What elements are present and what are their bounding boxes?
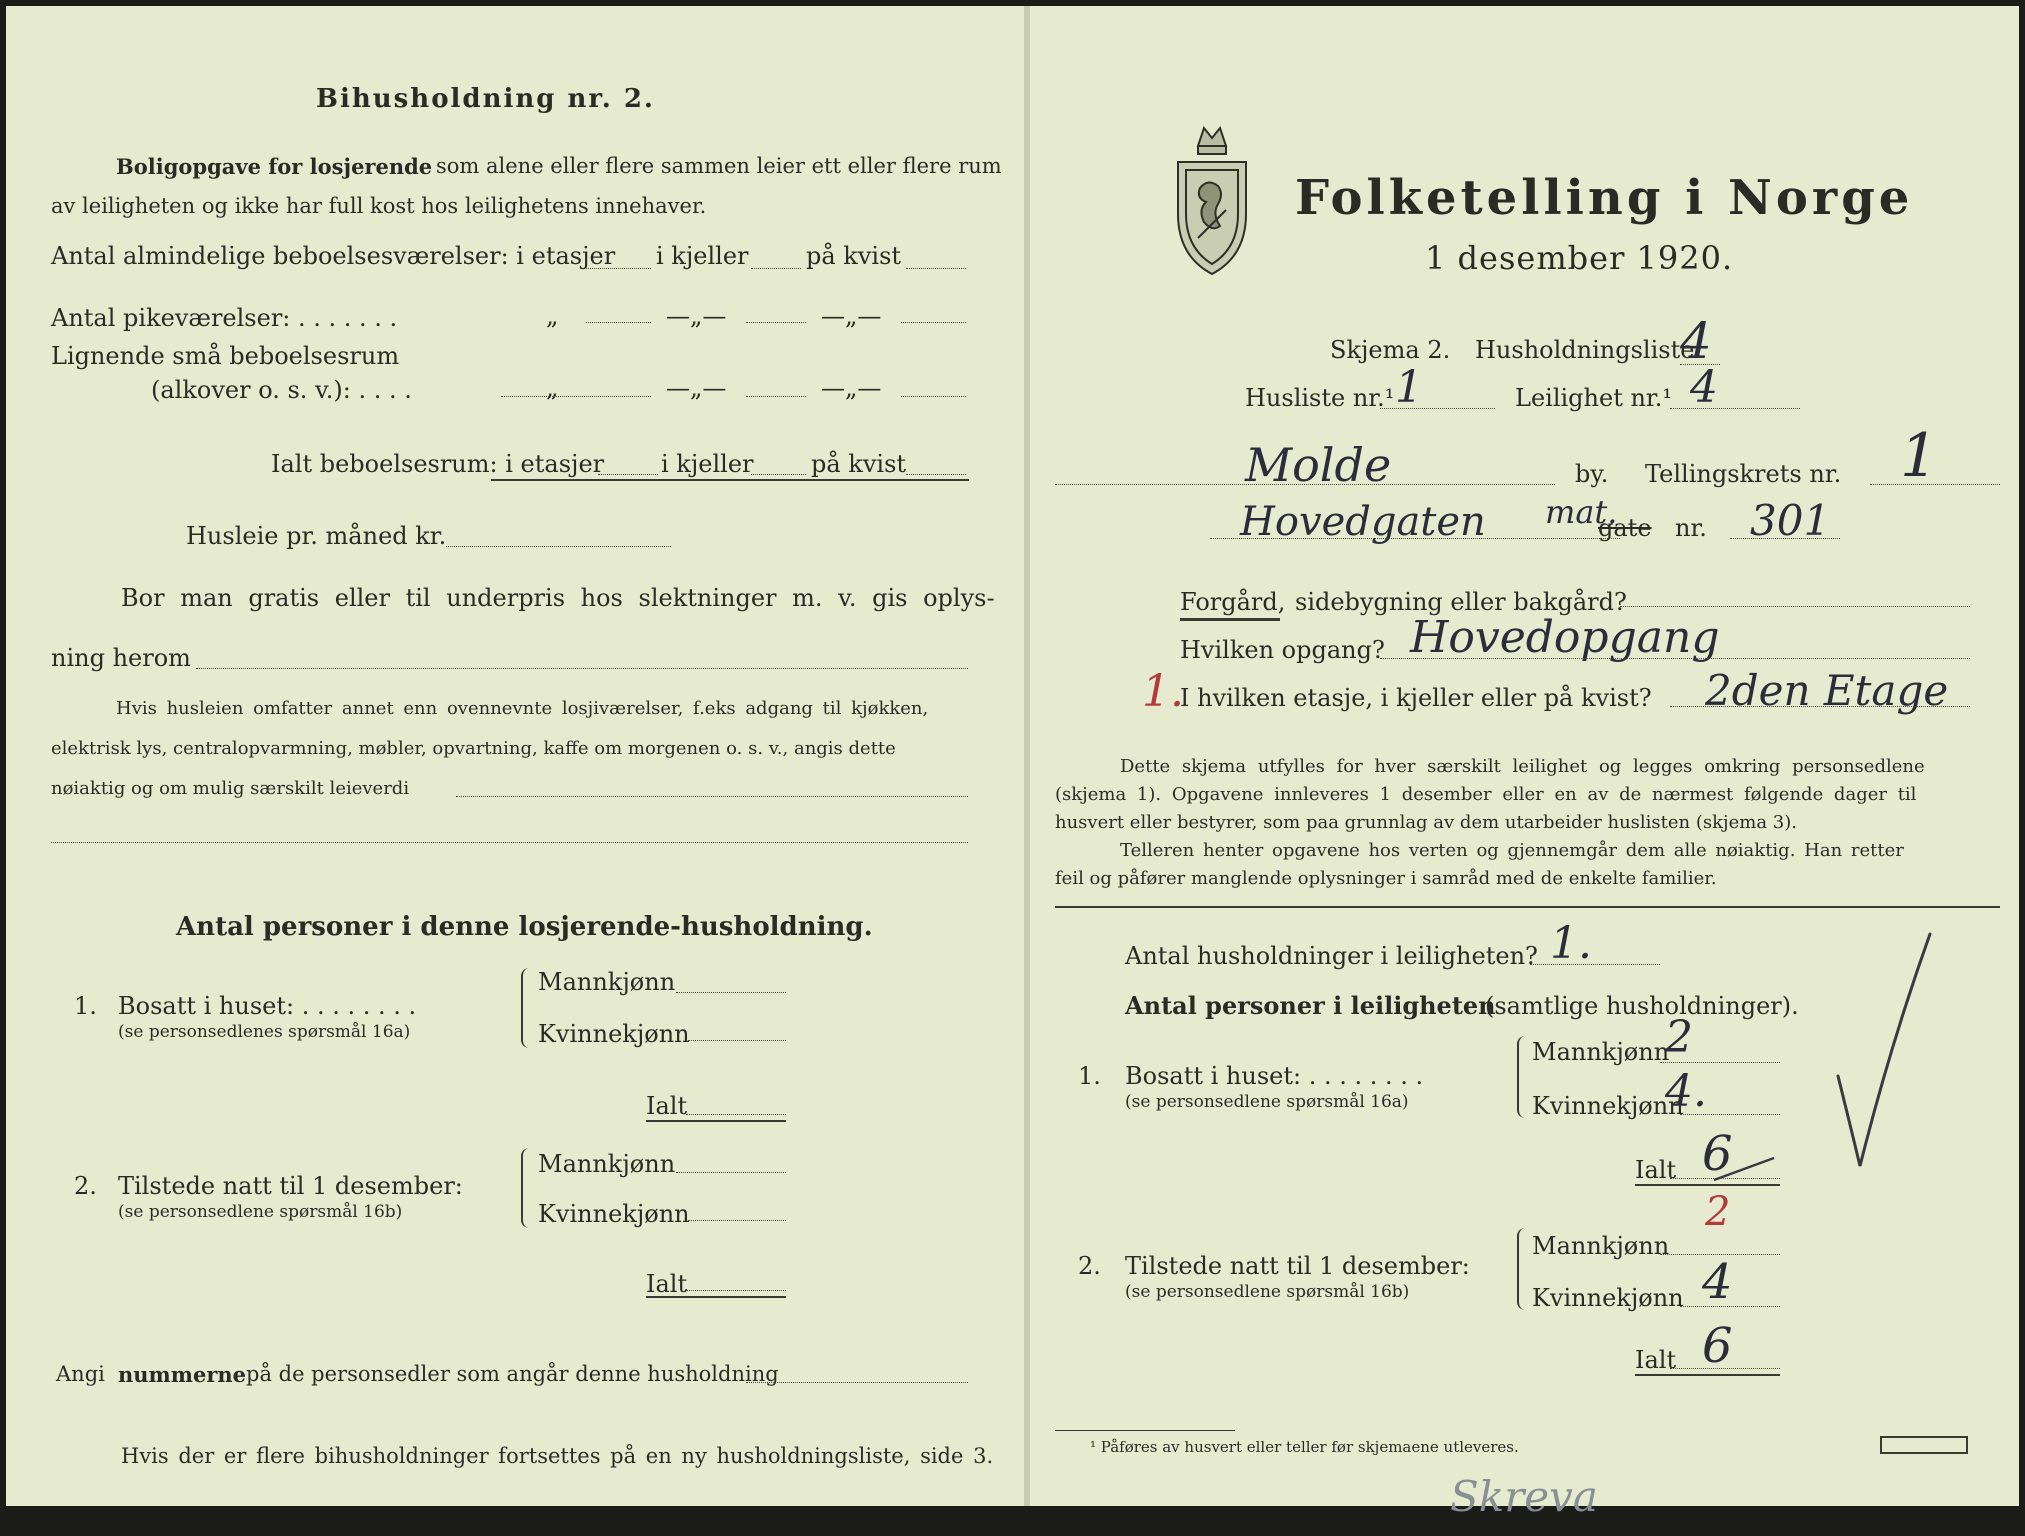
right-footnote: ¹ Påføres av husvert eller teller før skjemaene utleveres. xyxy=(1090,1438,1519,1456)
pike-line-3 xyxy=(901,322,966,323)
left-q1-label: Bosatt i huset: . . . . . . . . xyxy=(118,992,417,1020)
nr-line xyxy=(1730,538,1840,539)
ialt-kjeller-line xyxy=(751,474,806,475)
right-q2-mann: Mannkjønn xyxy=(1532,1232,1670,1260)
nr-value: 301 xyxy=(1750,496,1831,545)
footnote-divider xyxy=(1055,1430,1235,1431)
pike-ditto-1: „ xyxy=(546,302,559,330)
hvis-extra-line xyxy=(51,842,968,843)
right-q1-kvinne-value: 4. xyxy=(1665,1066,1707,1117)
angi-pre: Angi xyxy=(56,1362,105,1386)
right-q2-ialt-line xyxy=(1670,1368,1780,1369)
instr-line2: (skjema 1). Opgavene innleveres 1 desember eller en av de nærmest følgende dager til xyxy=(1055,784,1917,805)
right-q2-label: Tilstede natt til 1 desember: xyxy=(1125,1252,1470,1280)
instr-line5: feil og påfører manglende oplysninger i samråd med de enkelte familier. xyxy=(1055,868,1717,889)
right-q2-sub: (se personsedlene spørsmål 16b) xyxy=(1125,1282,1410,1302)
instr-line4: Telleren henter opgavene hos verten og gjennemgår dem alle nøiaktig. Han retter xyxy=(1120,840,1904,861)
husholdningsliste-value: 4 xyxy=(1680,312,1712,370)
hush-label: Antal husholdninger i leiligheten? xyxy=(1125,942,1538,970)
ialt-kvist-line xyxy=(906,474,966,475)
left-persons-heading: Antal personer i denne losjerende-husholdning. xyxy=(176,912,873,942)
strike-icon xyxy=(1710,1150,1780,1190)
husliste-line xyxy=(1380,408,1495,409)
right-q2-kvinne-value: 4 xyxy=(1702,1254,1733,1310)
husholdningsliste-label: Husholdningsliste xyxy=(1475,336,1695,364)
leilighet-line xyxy=(1670,408,1800,409)
left-q2-label: Tilstede natt til 1 desember: xyxy=(118,1172,463,1200)
right-title: Folketelling i Norge xyxy=(1295,170,1914,226)
etasje-value: 2den Etage xyxy=(1705,666,1949,715)
lignende-label: Lignende små beboelsesrum xyxy=(51,342,400,370)
alkover-ditto-1: „ xyxy=(546,374,559,402)
left-q1-brace xyxy=(521,968,533,1048)
pike-line-1 xyxy=(586,322,651,323)
opgang-line xyxy=(1380,658,1970,659)
etasje-label: I hvilken etasje, i kjeller eller på kvist? xyxy=(1180,684,1652,712)
right-date: 1 desember 1920. xyxy=(1425,239,1734,277)
ialt-kjeller: i kjeller xyxy=(661,450,754,478)
opgang-value: Hovedopgang xyxy=(1410,612,1720,663)
left-q2-mann: Mannkjønn xyxy=(538,1150,676,1178)
right-q1-sub: (se personsedlene spørsmål 16a) xyxy=(1125,1092,1409,1112)
etasje-line xyxy=(1670,706,1970,707)
rooms-kjeller: i kjeller xyxy=(656,242,749,270)
intro-line2: av leiligheten og ikke har full kost hos leilighetens innehaver. xyxy=(51,194,707,218)
right-q1-kvinne: Kvinnekjønn xyxy=(1532,1092,1684,1120)
left-q2-mann-line xyxy=(676,1172,786,1173)
signature: Skreva xyxy=(1450,1472,1598,1521)
alkover-ditto-2: —„— xyxy=(666,374,727,402)
etasje-mark: 1. xyxy=(1142,666,1184,717)
street-line xyxy=(1210,538,1620,539)
left-q2-kvinne: Kvinnekjønn xyxy=(538,1200,690,1228)
right-q2-num: 2. xyxy=(1078,1252,1101,1280)
right-page xyxy=(1030,6,2019,1521)
rooms-kjeller-line xyxy=(751,268,801,269)
rooms-etasjer-line xyxy=(586,268,651,269)
pike-ditto-3: —„— xyxy=(821,302,882,330)
by-value: Molde xyxy=(1245,438,1392,492)
alkover-line-3 xyxy=(901,396,966,397)
right-q2-kvinne: Kvinnekjønn xyxy=(1532,1284,1684,1312)
hvis-line2: elektrisk lys, centralopvarmning, møbler, opvartning, kaffe om morgenen o. s. v., angis dette xyxy=(51,738,896,759)
right-q1-mann-line xyxy=(1660,1062,1780,1063)
left-q1-mann-line xyxy=(676,992,786,993)
left-q2-ialt: Ialt xyxy=(646,1270,688,1298)
left-page xyxy=(6,6,1026,1506)
right-q1-kvinne-line xyxy=(1680,1114,1780,1115)
checkmark-icon xyxy=(1830,926,1940,1176)
right-q1-ialt: Ialt xyxy=(1635,1156,1677,1184)
left-q2-brace xyxy=(521,1148,533,1228)
rooms-kvist: på kvist xyxy=(806,242,902,270)
right-q2-kvinne-line xyxy=(1680,1306,1780,1307)
angi-bold: nummerne xyxy=(118,1362,247,1387)
tellingskrets-value: 1 xyxy=(1900,421,1939,491)
left-q2-ialt-line xyxy=(686,1290,786,1291)
forgaard-underlined: Forgård, xyxy=(1180,588,1286,616)
alkover-ditto-3: —„— xyxy=(821,374,882,402)
printer-stamp xyxy=(1880,1436,1968,1454)
gratis-line2: ning herom xyxy=(51,644,191,672)
right-q1-mann-value: 2 xyxy=(1665,1012,1693,1063)
rooms-kvist-line xyxy=(906,268,966,269)
leilighet-label: Leilighet nr.¹ xyxy=(1515,384,1673,412)
by-label: by. xyxy=(1575,460,1609,488)
street-type-value: mat. xyxy=(1545,493,1618,531)
pike-ditto-2: —„— xyxy=(666,302,727,330)
rooms-label: Antal almindelige beboelsesværelser: i etasjer xyxy=(51,242,616,270)
by-line xyxy=(1055,484,1555,485)
left-q2-num: 2. xyxy=(74,1172,97,1200)
left-q2-kvinne-line xyxy=(688,1220,786,1221)
hvis-line3: nøiaktig og om mulig særskilt leieverdi xyxy=(51,778,410,799)
pike-label: Antal pikeværelser: . . . . . . . xyxy=(51,304,398,332)
tellingskrets-line xyxy=(1870,484,2000,485)
coat-of-arms-icon xyxy=(1168,118,1256,278)
forgaard-rest: sidebygning eller bakgård? xyxy=(1295,588,1627,616)
husliste-label: Husliste nr.¹ xyxy=(1245,384,1395,412)
gratis-line1: Bor man gratis eller til underpris hos slektninger m. v. gis oplys- xyxy=(121,584,995,612)
leilighet-value: 4 xyxy=(1690,362,1718,413)
skjema-label: Skjema 2. xyxy=(1330,336,1451,364)
street-value: Hovedgaten xyxy=(1240,499,1486,545)
pike-line-2 xyxy=(746,322,806,323)
ialt-etasjer-line xyxy=(598,474,658,475)
left-title: Bihusholdning nr. 2. xyxy=(316,84,655,114)
left-footer: Hvis der er flere bihusholdninger fortsettes på en ny husholdningsliste, side 3. xyxy=(121,1444,994,1468)
intro-bold: Boligopgave for losjerende xyxy=(116,154,433,179)
left-q1-kvinne-line xyxy=(688,1040,786,1041)
alkover-line-1 xyxy=(501,396,651,397)
left-q2-ialt-underline xyxy=(646,1296,786,1298)
left-q1-ialt-underline xyxy=(646,1120,786,1122)
left-q1-ialt-line xyxy=(686,1114,786,1115)
left-q1-sub: (se personsedlenes spørsmål 16a) xyxy=(118,1022,411,1042)
left-q1-kvinne: Kvinnekjønn xyxy=(538,1020,690,1048)
forgaard-line xyxy=(1620,606,1970,607)
right-q1-brace xyxy=(1517,1036,1529,1118)
hush-line xyxy=(1530,964,1660,965)
ialt-underline xyxy=(491,479,969,481)
right-q2-ialt: Ialt xyxy=(1635,1346,1677,1374)
right-q2-mann-value: 2 xyxy=(1705,1189,1731,1235)
tellingskrets-label: Tellingskrets nr. xyxy=(1645,460,1842,488)
hvis-line xyxy=(456,796,968,797)
instr-line1: Dette skjema utfylles for hver særskilt leilighet og legges omkring personsedlene xyxy=(1120,756,1925,777)
angi-rest: på de personsedler som angår denne husholdning xyxy=(246,1362,779,1386)
alkover-label: (alkover o. s. v.): . . . . xyxy=(151,376,412,404)
husleie-line xyxy=(446,546,671,547)
forgaard-underline xyxy=(1180,618,1280,621)
right-persons-heading-rest: (samtlige husholdninger). xyxy=(1485,992,1799,1020)
right-q1-ialt-value: 6 xyxy=(1702,1126,1733,1182)
hvis-line1: Hvis husleien omfatter annet enn ovennevnte losjiværelser, f.eks adgang til kjøkken, xyxy=(116,698,929,719)
right-q1-num: 1. xyxy=(1078,1062,1101,1090)
hush-value: 1. xyxy=(1550,918,1592,969)
nr-label: nr. xyxy=(1675,514,1707,542)
alkover-line-2 xyxy=(746,396,806,397)
left-q2-sub: (se personsedlene spørsmål 16b) xyxy=(118,1202,403,1222)
husliste-value: 1 xyxy=(1395,362,1423,413)
left-q1-ialt: Ialt xyxy=(646,1092,688,1120)
right-q2-ialt-value: 6 xyxy=(1702,1318,1733,1374)
right-q1-mann: Mannkjønn xyxy=(1532,1038,1670,1066)
right-persons-heading-bold: Antal personer i leiligheten xyxy=(1125,991,1496,1020)
right-q2-ialt-underline xyxy=(1635,1374,1780,1376)
gratis-line xyxy=(196,668,968,669)
intro-rest: som alene eller flere sammen leier ett eller flere rum xyxy=(436,154,1002,178)
gate-label: gate xyxy=(1598,514,1652,542)
left-q1-mann: Mannkjønn xyxy=(538,968,676,996)
angi-line xyxy=(746,1382,968,1383)
right-q2-brace xyxy=(1517,1228,1529,1310)
instr-divider xyxy=(1055,906,2000,908)
ialt-rooms-label: Ialt beboelsesrum: i etasjer xyxy=(271,450,605,478)
right-q1-label: Bosatt i huset: . . . . . . . . xyxy=(1125,1062,1424,1090)
opgang-label: Hvilken opgang? xyxy=(1180,636,1385,664)
husleie-label: Husleie pr. måned kr. xyxy=(186,522,447,550)
ialt-kvist: på kvist xyxy=(811,450,907,478)
instr-line3: husvert eller bestyrer, som paa grunnlag av dem utarbeider huslisten (skjema 3). xyxy=(1055,812,1797,833)
left-q1-num: 1. xyxy=(74,992,97,1020)
